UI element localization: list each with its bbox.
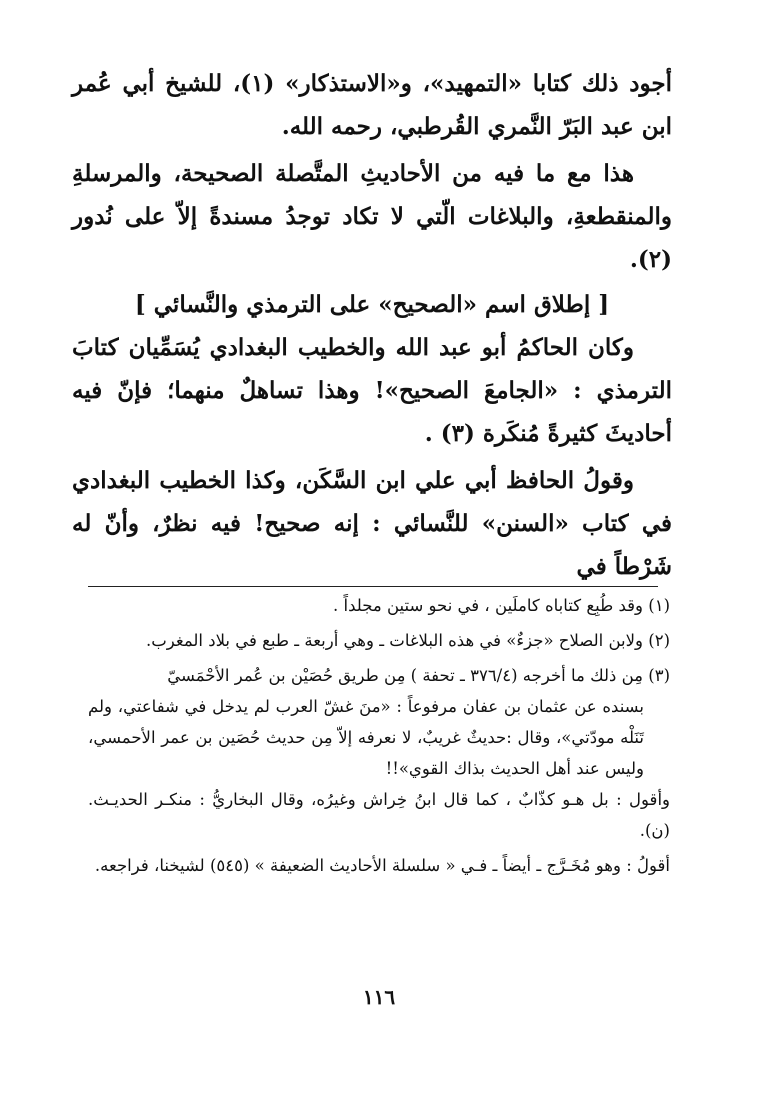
footnote-3-comment: وأقول : بل هـو كذّابٌ ، كما قال ابنُ خِراش وغيرُه، وقال البخاريُّ : منكـر الحديـث. (ن). xyxy=(88,790,670,840)
paragraph-1: أجود ذلك كتابا «التمهيد»، و«الاستذكار» (١)، للشيخ أبي عُمر ابن عبد البَرّ النَّمري القُرطبي، رحمه الله. xyxy=(72,70,672,140)
footnote-divider xyxy=(88,586,658,587)
footnote-3-reference: أقولُ : وهو مُخَـرَّج ـ أيضاً ـ فـي « سلسلة الأحاديث الضعيفة » (٥٤٥) لشيخنا، فراجعه. xyxy=(94,856,670,875)
footnote-3-body: بسنده عن عثمان بن عفان مرفوعاً : «منَ غشّ العرب لم يدخل في شفاعتي، ولم تَنَلْه مودّتي»، وقال :حديثٌ غريبٌ، لا نعرفه إلاّ مِن حديث حُصَين بن عمر الأحمسي، وليس عند أهل الحديث بذاك القوي»!! xyxy=(88,697,644,778)
paragraph-3: وكان الحاكمُ أبو عبد الله والخطيب البغدادي يُسَمِّيان كتابَ الترمذي : «الجامعَ الصحيح»! وهذا تساهلٌ منهما؛ فإنّ فيه أحاديثَ كثيرةً مُنكَرة (٣) . xyxy=(72,334,672,447)
footnote-2: (٢) ولابن الصلاح «جزءٌ» في هذه البلاغات ـ وهي أربعة ـ طبع في بلاد المغرب. xyxy=(145,631,670,650)
paragraph-2: هذا مع ما فيه من الأحاديثِ المتَّصلة الصحيحة، والمرسلةِ والمنقطعةِ، والبلاغات الّتي لا تكاد توجدُ مسندةً إلاّ على نُدور (٢). xyxy=(72,160,672,273)
section-heading: [ إطلاق اسم «الصحيح» على الترمذي والنَّسائي ] xyxy=(134,291,610,318)
paragraph-4: وقولُ الحافظ أبي علي ابن السَّكَن، وكذا الخطيب البغدادي في كتاب «السنن» للنَّسائي : إنه صحيح! فيه نظرٌ، وأنّ له شَرْطاً في xyxy=(72,467,672,580)
main-text xyxy=(72,62,672,588)
footnotes xyxy=(88,590,670,881)
footnote-1: (١) وقد طُبِع كتاباه كاملَين ، في نحو ستين مجلداً . xyxy=(333,596,670,615)
page-number: ١١٦ xyxy=(362,985,396,1009)
footnote-3: (٣) مِن ذلك ما أخرجه (٣٧٦/٤ ـ تحفة ) مِن طريق حُصَيْن بن عُمر الأحْمَسيّ xyxy=(167,666,670,685)
main-body xyxy=(72,62,672,588)
